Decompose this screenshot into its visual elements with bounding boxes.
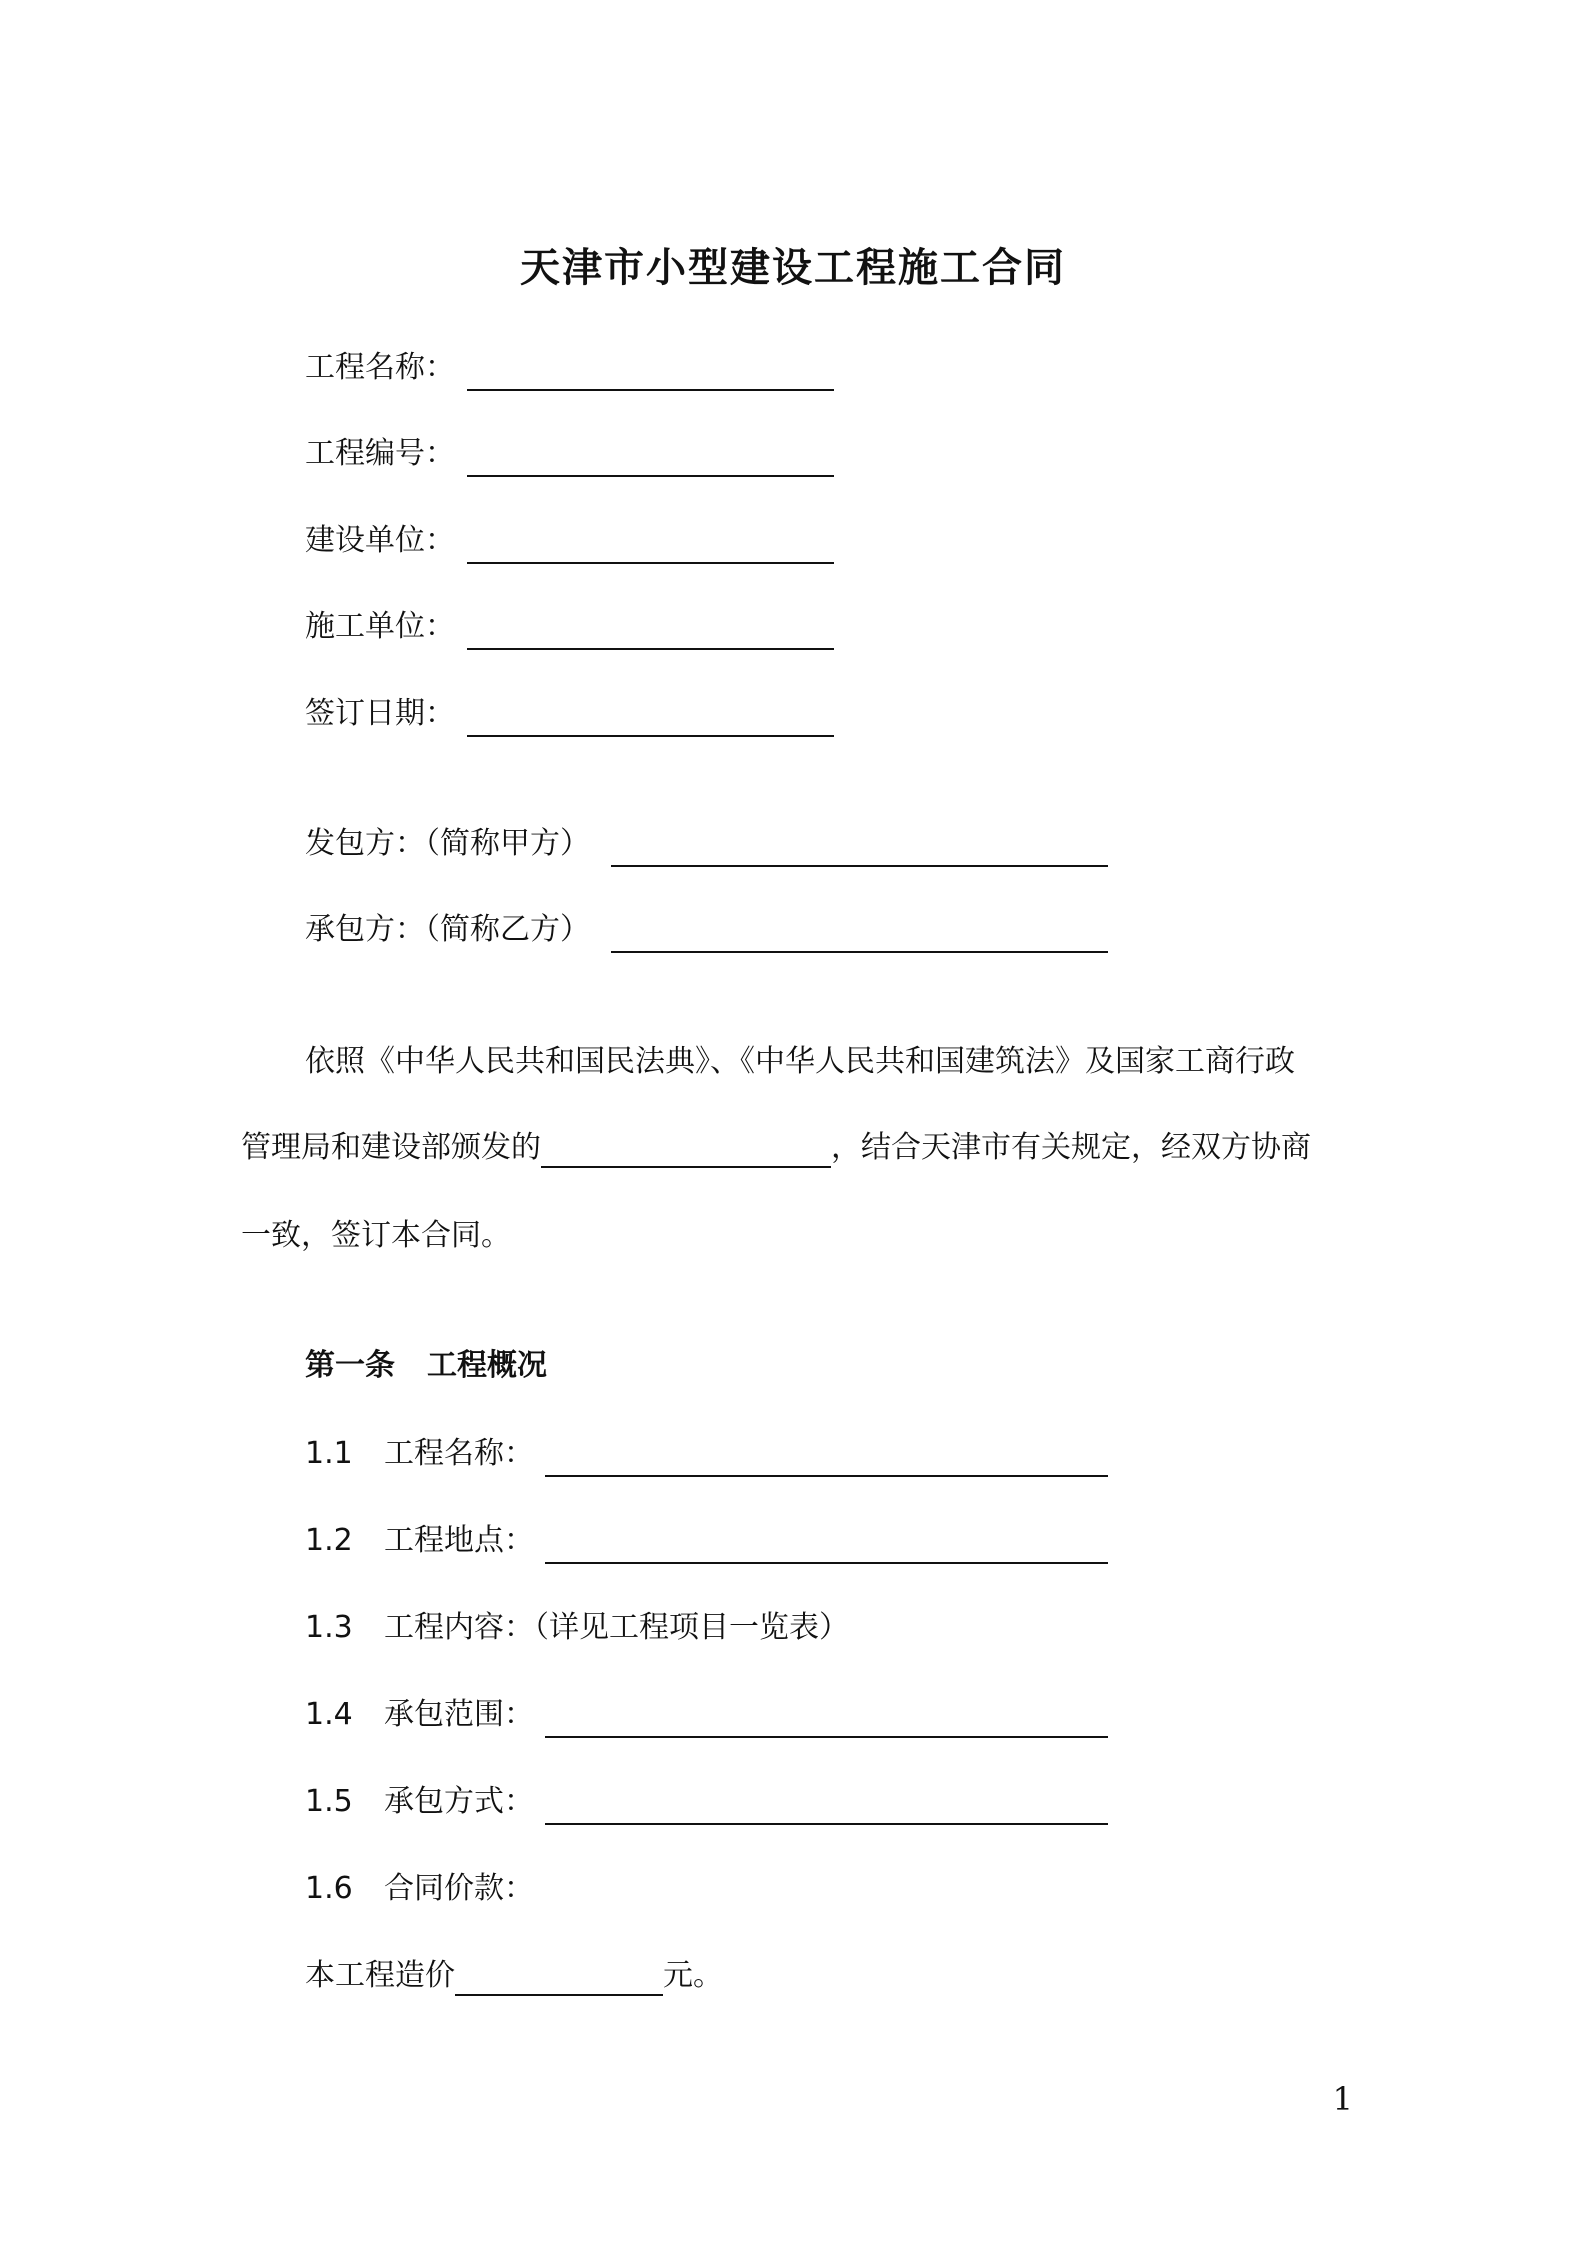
item-blank-project-location: [545, 1562, 1108, 1564]
cover-field-label-sign-date: 签订日期：: [305, 696, 455, 731]
preamble-line-2-before: 管理局和建设部颁发的: [241, 1130, 541, 1165]
item-label-project-name: 工程名称：: [384, 1436, 534, 1471]
item-label-project-location: 工程地点：: [384, 1523, 534, 1558]
cover-field-blank-contractor: [467, 648, 834, 650]
item-blank-contract-scope: [545, 1736, 1108, 1738]
item-number: 1.3: [305, 1610, 353, 1645]
preamble-blank-regulation: [541, 1132, 831, 1168]
page-number: 1: [1332, 2080, 1353, 2118]
party-label-contractor: 承包方：（简称乙方）: [305, 912, 590, 947]
cover-field-blank-sign-date: [467, 735, 834, 737]
document-title: 天津市小型建设工程施工合同: [520, 245, 1066, 291]
article-1-number: 第一条: [305, 1348, 395, 1383]
cover-field-blank-owner: [467, 562, 834, 564]
item-number: 1.2: [305, 1523, 353, 1558]
item-label-contract-method: 承包方式：: [384, 1784, 534, 1819]
item-number: 1.5: [305, 1784, 353, 1819]
item-label-contract-scope: 承包范围：: [384, 1697, 534, 1732]
price-line-after: 元。: [663, 1958, 723, 1993]
party-blank-contractor: [611, 951, 1108, 953]
cover-field-blank-project-number: [467, 475, 834, 477]
preamble-line-2-after: ，结合天津市有关规定，经双方协商: [831, 1130, 1311, 1165]
cover-field-label-project-name: 工程名称：: [305, 350, 455, 385]
item-number: 1.6: [305, 1871, 353, 1906]
item-number: 1.4: [305, 1697, 353, 1732]
preamble-line-3: 一致，签订本合同。: [241, 1218, 511, 1253]
party-blank-employer: [611, 865, 1108, 867]
article-1-title: 工程概况: [427, 1348, 547, 1383]
price-blank-amount: [455, 1958, 663, 1996]
price-line: [305, 1956, 723, 1996]
article-1-heading: [305, 1346, 547, 1386]
cover-field-label-project-number: 工程编号：: [305, 436, 455, 471]
item-label-project-content: 工程内容：（详见工程项目一览表）: [384, 1610, 849, 1645]
item-blank-project-name: [545, 1475, 1108, 1477]
price-line-before: 本工程造价: [305, 1958, 455, 1993]
preamble-line-2: [241, 1128, 1311, 1168]
preamble-line-1: 依照《中华人民共和国民法典》、《中华人民共和国建筑法》及国家工商行政: [305, 1044, 1295, 1079]
cover-field-label-contractor: 施工单位：: [305, 609, 455, 644]
item-blank-contract-method: [545, 1823, 1108, 1825]
cover-field-blank-project-name: [467, 389, 834, 391]
cover-field-label-owner: 建设单位：: [305, 523, 455, 558]
party-label-employer: 发包方：（简称甲方）: [305, 826, 590, 861]
item-label-contract-price: 合同价款：: [384, 1871, 534, 1906]
item-number: 1.1: [305, 1436, 353, 1471]
